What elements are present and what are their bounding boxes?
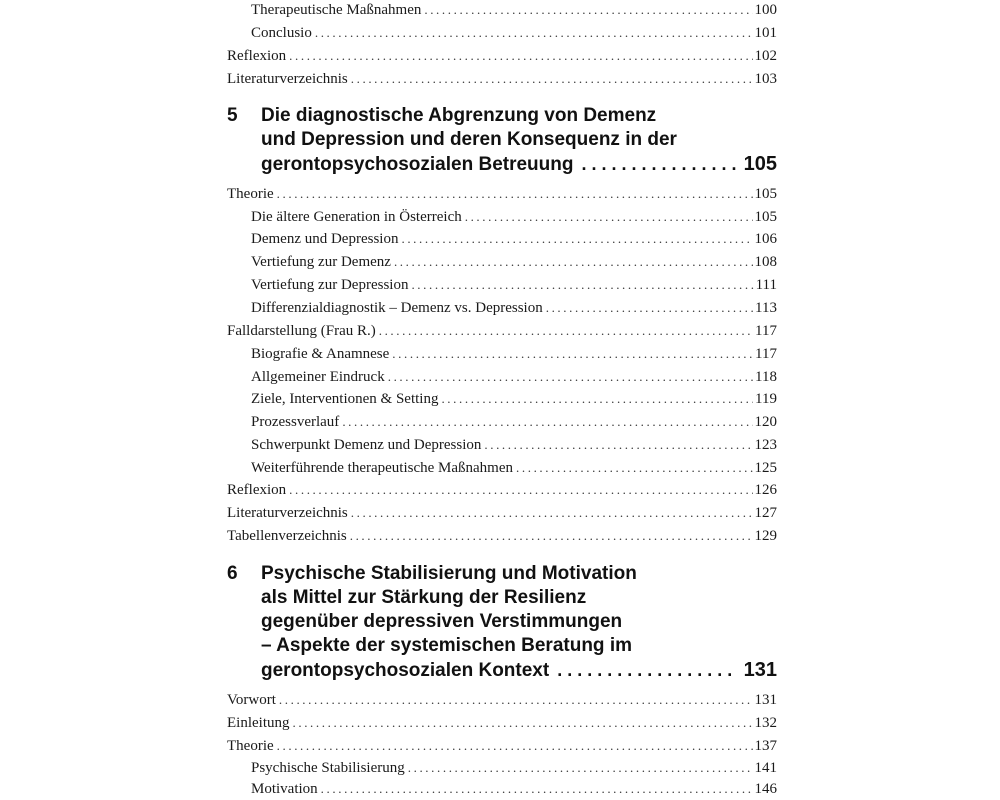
toc-entry[interactable] xyxy=(251,757,777,779)
toc-entry[interactable] xyxy=(251,343,777,365)
toc-entry-page: 105 xyxy=(754,209,777,225)
toc-dot-leader xyxy=(441,388,753,410)
chapter-title-line: Psychische Stabilisierung und Motivation xyxy=(261,563,637,584)
toc-dot-leader xyxy=(581,152,737,176)
toc-entry-page: 117 xyxy=(755,323,777,339)
toc-entry-page: 146 xyxy=(754,781,777,797)
chapter-title-line: und Depression und deren Konsequenz in der xyxy=(261,129,677,150)
chapter-number: 6 xyxy=(227,563,238,584)
toc-entry-title: Allgemeiner Eindruck xyxy=(251,369,385,385)
toc-entry-page: 119 xyxy=(755,391,777,407)
toc-entry[interactable] xyxy=(251,457,777,479)
toc-dot-leader xyxy=(277,735,753,757)
toc-entry-title: Motivation xyxy=(251,781,318,797)
toc-entry[interactable] xyxy=(227,320,777,342)
toc-dot-leader xyxy=(279,689,753,711)
chapter-title-line: – Aspekte der systemischen Beratung im xyxy=(261,635,632,656)
toc-dot-leader xyxy=(351,68,753,90)
toc-entry-page: 118 xyxy=(755,369,777,385)
toc-entry-title: Theorie xyxy=(227,738,274,754)
toc-entry-title: Weiterführende therapeutische Maßnahmen xyxy=(251,460,514,476)
toc-entry-title: Einleitung xyxy=(227,715,290,731)
toc-dot-leader xyxy=(388,366,753,388)
toc-entry-page: 127 xyxy=(754,505,777,521)
toc-dot-leader xyxy=(315,22,753,44)
toc-entry[interactable] xyxy=(227,735,777,757)
toc-entry-page: 123 xyxy=(754,437,777,453)
toc-entry-title: Differenzialdiagnostik – Demenz vs. Depression xyxy=(251,300,543,316)
toc-dot-leader xyxy=(351,502,753,524)
toc-dot-leader xyxy=(546,297,753,319)
toc-entry-title: Vorwort xyxy=(227,692,276,708)
toc-entry-title: Reflexion xyxy=(227,48,287,64)
toc-entry-page: 117 xyxy=(755,346,777,362)
toc-entry[interactable] xyxy=(227,712,777,734)
toc-entry[interactable] xyxy=(251,411,777,433)
toc-entry[interactable] xyxy=(251,274,777,296)
toc-entry-title: Ziele, Interventionen & Setting xyxy=(251,391,439,407)
toc-entry-title: Schwerpunkt Demenz und Depression xyxy=(251,437,482,453)
toc-entry-title: Demenz und Depression xyxy=(251,231,399,247)
toc-entry-page: 106 xyxy=(754,231,777,247)
toc-dot-leader xyxy=(401,228,752,250)
toc-entry[interactable] xyxy=(251,434,777,456)
toc-entry-title: Literaturverzeichnis xyxy=(227,505,348,521)
chapter-page: 131 xyxy=(743,659,777,681)
toc-dot-leader xyxy=(289,479,752,501)
toc-entry[interactable] xyxy=(251,228,777,250)
toc-dot-leader xyxy=(342,411,752,433)
toc-entry-title: Conclusio xyxy=(251,25,312,41)
chapter-title-last-line xyxy=(261,658,777,683)
chapter-title-line: als Mittel zur Stärkung der Resilienz xyxy=(261,587,587,608)
toc-entry-title: Vertiefung zur Depression xyxy=(251,277,409,293)
toc-entry[interactable] xyxy=(227,45,777,67)
toc-entry[interactable] xyxy=(227,183,777,205)
toc-entry[interactable] xyxy=(251,0,777,21)
toc-entry-page: 125 xyxy=(754,460,777,476)
toc-entry[interactable] xyxy=(227,502,777,524)
toc-entry-page: 113 xyxy=(755,300,777,316)
toc-entry-page: 137 xyxy=(754,738,777,754)
toc-dot-leader xyxy=(379,320,753,342)
toc-entry[interactable] xyxy=(251,22,777,44)
table-of-contents xyxy=(227,0,777,800)
toc-entry-page: 131 xyxy=(754,692,777,708)
toc-dot-leader xyxy=(289,45,752,67)
toc-dot-leader xyxy=(277,183,753,205)
toc-entry-page: 102 xyxy=(754,48,777,64)
toc-entry-page: 141 xyxy=(754,760,777,776)
chapter-title-line: gerontopsychosozialen Kontext xyxy=(261,660,550,681)
toc-entry-title: Literaturverzeichnis xyxy=(227,71,348,87)
toc-entry[interactable] xyxy=(251,388,777,410)
toc-entry-title: Theorie xyxy=(227,186,274,202)
toc-dot-leader xyxy=(516,457,752,479)
toc-entry-page: 129 xyxy=(754,528,777,544)
toc-entry[interactable] xyxy=(227,68,777,90)
chapter-number: 5 xyxy=(227,105,238,126)
toc-entry[interactable] xyxy=(251,297,777,319)
toc-dot-leader xyxy=(321,778,753,800)
toc-entry-title: Reflexion xyxy=(227,482,287,498)
toc-entry-title: Biografie & Anamnese xyxy=(251,346,390,362)
toc-entry-page: 120 xyxy=(754,414,777,430)
toc-dot-leader xyxy=(411,274,753,296)
toc-entry[interactable] xyxy=(251,366,777,388)
toc-dot-leader xyxy=(394,251,753,273)
toc-dot-leader xyxy=(424,0,752,21)
chapter-title-line: gegenüber depressiven Verstimmungen xyxy=(261,611,623,632)
toc-dot-leader xyxy=(350,525,753,547)
toc-entry-page: 111 xyxy=(755,277,777,293)
toc-dot-leader xyxy=(392,343,753,365)
toc-entry-title: Vertiefung zur Demenz xyxy=(251,254,391,270)
toc-entry[interactable] xyxy=(227,689,777,711)
toc-dot-leader xyxy=(557,658,737,682)
toc-entry[interactable] xyxy=(251,206,777,228)
toc-entry[interactable] xyxy=(227,479,777,501)
toc-entry-title: Prozessverlauf xyxy=(251,414,340,430)
toc-entry[interactable] xyxy=(227,525,777,547)
toc-dot-leader xyxy=(293,712,753,734)
chapter-title-line: gerontopsychosozialen Betreuung xyxy=(261,154,574,175)
toc-entry-page: 103 xyxy=(754,71,777,87)
toc-dot-leader xyxy=(465,206,753,228)
chapter-title-line: Die diagnostische Abgrenzung von Demenz xyxy=(261,105,657,126)
toc-dot-leader xyxy=(408,757,753,779)
toc-entry-title: Therapeutische Maßnahmen xyxy=(251,2,422,18)
toc-entry-page: 100 xyxy=(754,2,777,18)
toc-entry-page: 132 xyxy=(754,715,777,731)
toc-entry-page: 108 xyxy=(754,254,777,270)
chapter-title-last-line xyxy=(261,152,777,177)
toc-entry[interactable] xyxy=(251,251,777,273)
toc-entry-title: Tabellenverzeichnis xyxy=(227,528,347,544)
toc-entry[interactable] xyxy=(251,778,777,800)
toc-entry-title: Psychische Stabilisierung xyxy=(251,760,405,776)
toc-dot-leader xyxy=(484,434,752,456)
toc-entry-page: 101 xyxy=(754,25,777,41)
toc-entry-title: Falldarstellung (Frau R.) xyxy=(227,323,376,339)
toc-entry-page: 105 xyxy=(754,186,777,202)
toc-entry-title: Die ältere Generation in Österreich xyxy=(251,209,462,225)
toc-entry-page: 126 xyxy=(754,482,777,498)
chapter-page: 105 xyxy=(743,153,777,175)
